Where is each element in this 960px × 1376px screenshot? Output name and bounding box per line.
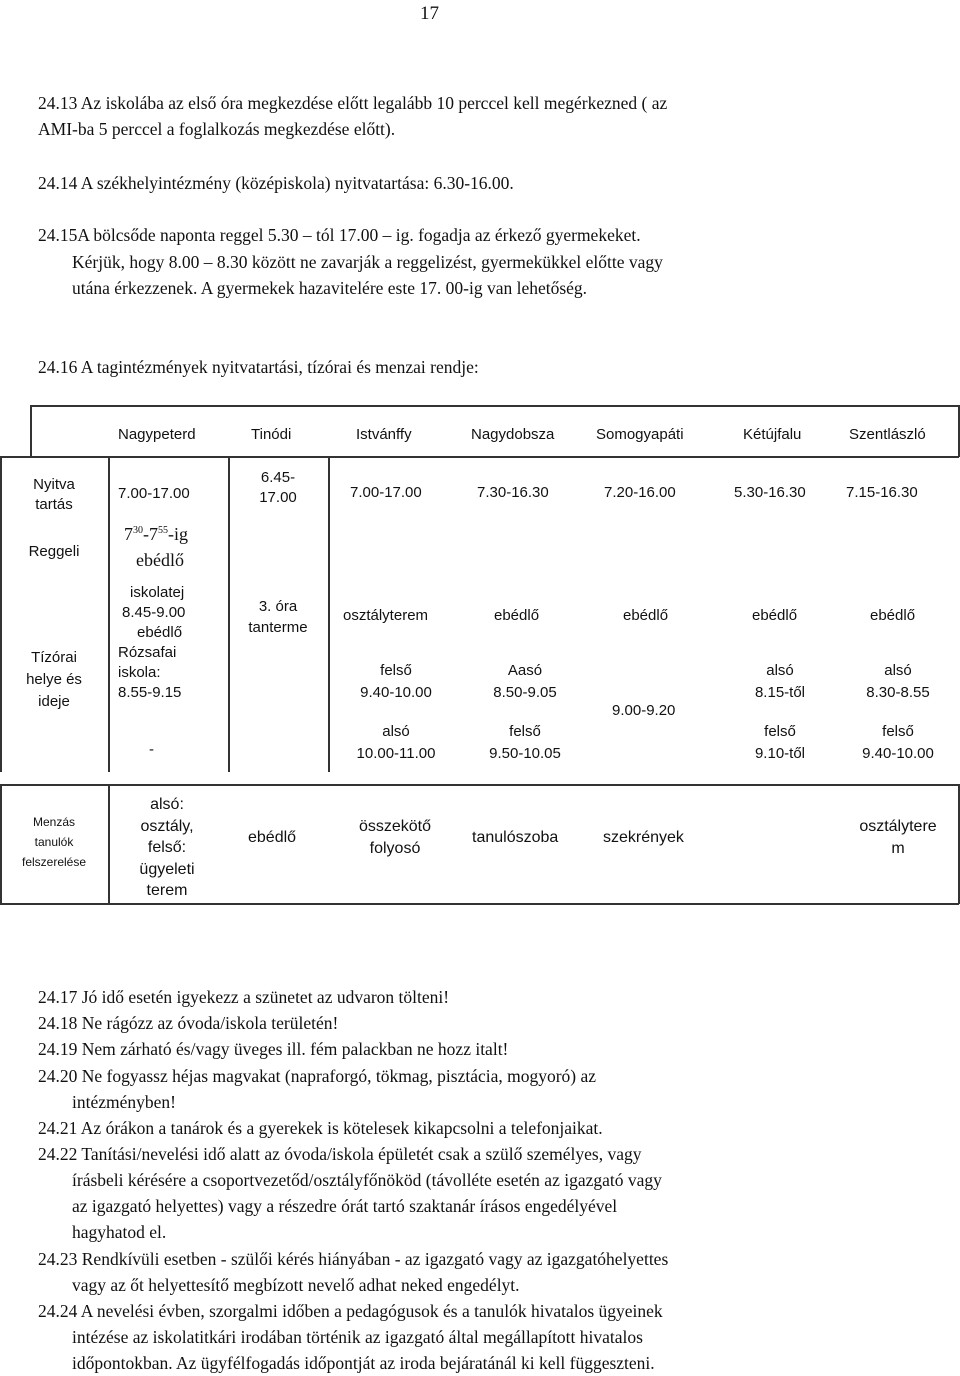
header-nagypeterd: Nagypeterd: [118, 426, 196, 443]
rule-24-21: 24.21 Az órákon a tanárok és a gyerekek is kötelesek kikapcsolni a telefonjaikat.: [38, 1118, 603, 1138]
tizorai-sz-a1: alsó: [884, 662, 912, 679]
rule-24-20-line2: intézményben!: [72, 1092, 176, 1112]
tizorai-np-5: iskola:: [118, 664, 161, 681]
reggeli-time-min-b: 55: [158, 525, 168, 536]
tizorai-szentlaszlo-b: [843, 721, 953, 765]
row-label-nyitva-2: tartás: [35, 496, 73, 513]
rule-24-24-line3: időpontokban. Az ügyfélfogadás időpontját az iroda bejáratánál ki kell függeszteni.: [72, 1353, 655, 1373]
tizorai-istvanffy-a: [340, 660, 452, 704]
tizorai-ke-b2: 9.10-től: [754, 745, 806, 762]
tizorai-ist-b2: 10.00-11.00: [356, 745, 436, 762]
rule-24-15-line2: Kérjük, hogy 8.00 – 8.30 között ne zavarják a reggelizést, gyermekükkel előtte vagy: [72, 252, 663, 272]
header-nagydobsza: Nagydobsza: [471, 426, 555, 443]
row-label-tizorai: [2, 647, 106, 713]
tizorai-ist-a2: 9.40-10.00: [360, 684, 432, 701]
header-istvanffy: Istvánffy: [356, 426, 412, 443]
tizorai-szentlaszlo-a: [843, 660, 953, 704]
rule-24-15-line3: utána érkezzenek. A gyermekek hazavitelére este 17. 00-ig van lehetőség.: [72, 278, 588, 298]
nyitva-nagydobsza: 7.30-16.30: [477, 484, 549, 501]
menzas-nagydobsza: tanulószoba: [472, 829, 559, 846]
tizorai-ke-a2: 8.15-től: [754, 684, 806, 701]
row-label-tizorai-2: helye és: [26, 671, 82, 688]
rule-24-13-line1: 24.13 Az iskolába az első óra megkezdése előtt legalább 10 perccel kell megérkezned ( az: [38, 93, 668, 113]
tizorai-ist-b1: alsó: [382, 723, 410, 740]
row-label-nyitva: [2, 475, 106, 515]
nyitva-tinodi-2: 17.00: [259, 489, 297, 506]
tizorai-tin-1: 3. óra: [258, 598, 298, 615]
tizorai-ist-a1: felső: [380, 662, 412, 679]
rule-24-20-line1: 24.20 Ne fogyassz héjas magvakat (napraforgó, tökmag, pisztácia, mogyoró) az: [38, 1066, 597, 1086]
rule-24-22-line3: az igazgató helyettes) vagy a részedre órát tartó szaktanár írásos engedélyével: [72, 1196, 618, 1216]
menzas-tinodi: ebédlő: [248, 829, 297, 846]
tizorai-nd-a1: Aasó: [507, 662, 543, 679]
rule-24-22-line4: hagyhatod el.: [72, 1222, 167, 1242]
tizorai-tinodi: [230, 596, 326, 638]
reggeli-time-suffix: -ig: [168, 524, 188, 544]
rule-24-16-heading: 24.16 A tagintézmények nyitvatartási, tízórai és menzai rendje:: [38, 357, 479, 377]
nyitva-tinodi-1: 6.45-: [260, 469, 296, 486]
row-label-tizorai-3: ideje: [38, 693, 70, 710]
menzas-sz-2: m: [891, 840, 905, 857]
menzas-somogyapati: szekrények: [603, 829, 684, 846]
tizorai-ketujfalu-a: [725, 660, 835, 704]
tizorai-nagydobsza-a: [470, 660, 580, 704]
tizorai-nagypeterd: [118, 583, 185, 703]
tizorai-istvanffy-b: [340, 721, 452, 765]
rule-24-15-line1: 24.15A bölcsőde naponta reggel 5.30 – tól 17.00 – ig. fogadja az érkező gyermekeket.: [38, 225, 641, 245]
nyitva-tinodi: [230, 468, 326, 508]
nyitva-istvanffy: 7.00-17.00: [350, 484, 422, 501]
tizorai-somogyapati-time: 9.00-9.20: [612, 702, 676, 719]
nyitva-szentlaszlo: 7.15-16.30: [846, 484, 918, 501]
reggeli-nagypeterd-time: [124, 524, 188, 545]
row-label-tizorai-1: Tízórai: [31, 649, 77, 666]
rule-24-17: 24.17 Jó idő esetén igyekezz a szünetet az udvaron tölteni!: [38, 987, 450, 1007]
tizorai-istvanffy-place: osztályterem: [343, 607, 429, 624]
tizorai-szentlaszlo-place: ebédlő: [870, 607, 916, 624]
rule-24-23-line1: 24.23 Rendkívüli esetben - szülői kérés hiányában - az igazgató vagy az igazgatóhelyettes: [38, 1249, 669, 1269]
tizorai-nagydobsza-b: [470, 721, 580, 765]
tizorai-nd-a2: 8.50-9.05: [493, 684, 557, 701]
menzas-szentlaszlo: [843, 816, 953, 860]
row-label-menzas-1: Menzás: [32, 815, 76, 829]
menzas-np-5: terem: [146, 882, 188, 899]
tizorai-tin-2: tanterme: [248, 619, 308, 636]
menzas-ist-2: folyosó: [369, 840, 421, 857]
menzas-sz-1: osztálytere: [859, 818, 937, 835]
header-tinodi: Tinódi: [251, 426, 292, 443]
tizorai-ke-a1: alsó: [766, 662, 794, 679]
tizorai-np-6: 8.55-9.15: [118, 684, 182, 701]
tizorai-np-4: Rózsafai: [118, 644, 177, 661]
tizorai-np-dash: -: [149, 741, 154, 758]
header-somogyapati: Somogyapáti: [596, 426, 684, 443]
row-label-menzas-2: tanulók: [34, 835, 74, 849]
nyitva-nagypeterd: 7.00-17.00: [118, 485, 190, 502]
tizorai-sz-b2: 9.40-10.00: [862, 745, 934, 762]
rule-24-19: 24.19 Nem zárható és/vagy üveges ill. fém palackban ne hozz italt!: [38, 1039, 509, 1059]
header-szentlaszlo: Szentlászló: [849, 426, 926, 443]
menzas-np-3: felső:: [147, 839, 187, 856]
reggeli-time-min-a: 30: [133, 525, 143, 536]
tizorai-np-2: 8.45-9.00: [122, 604, 186, 621]
reggeli-time-hour-a: 7: [124, 524, 133, 544]
rule-24-18: 24.18 Ne rágózz az óvoda/iskola területén!: [38, 1013, 339, 1033]
tizorai-sz-a2: 8.30-8.55: [866, 684, 930, 701]
row-label-menzas: [2, 812, 106, 872]
header-ketujfalu: Kétújfalu: [743, 426, 802, 443]
row-label-nyitva-1: Nyitva: [33, 476, 75, 493]
menzas-istvanffy: [340, 816, 450, 860]
rule-24-22-line1: 24.22 Tanítási/nevelési idő alatt az óvoda/iskola épületét csak a szülő személyes, vagy: [38, 1144, 642, 1164]
reggeli-nagypeterd-place: ebédlő: [136, 550, 184, 570]
tizorai-ke-b1: felső: [764, 723, 796, 740]
tizorai-np-3: ebédlő: [137, 624, 183, 641]
rule-24-23-line2: vagy az őt helyettesítő megbízott nevelő adhat neked engedélyt.: [72, 1275, 520, 1295]
tizorai-nd-b1: felső: [509, 723, 541, 740]
row-label-menzas-3: felszerelése: [21, 855, 87, 869]
tizorai-somogyapati-place: ebédlő: [623, 607, 669, 624]
tizorai-np-1: iskolatej: [130, 584, 185, 601]
nyitva-ketujfalu: 5.30-16.30: [734, 484, 806, 501]
tizorai-ketujfalu-place: ebédlő: [752, 607, 798, 624]
rule-24-22-line2: írásbeli kérésére a csoportvezetőd/osztályfőnököd (távolléte esetén az igazgató vagy: [72, 1170, 662, 1190]
rule-24-14: 24.14 A székhelyintézmény (középiskola) nyitvatartása: 6.30-16.00.: [38, 173, 514, 193]
menzas-np-2: osztály,: [140, 817, 194, 835]
tizorai-nagydobsza-place: ebédlő: [494, 607, 540, 624]
rule-24-13-line2: AMI-ba 5 perccel a foglalkozás megkezdése előtt).: [38, 119, 396, 139]
tizorai-ketujfalu-b: [725, 721, 835, 765]
tizorai-sz-b1: felső: [882, 723, 914, 740]
menzas-np-4: ügyeleti: [139, 860, 195, 878]
rule-24-24-line1: 24.24 A nevelési évben, szorgalmi időben a pedagógusok és a tanulók hivatalos ügyeinek: [38, 1301, 663, 1321]
menzas-ist-1: összekötő: [358, 818, 432, 835]
reggeli-time-hour-b: -7: [143, 524, 158, 544]
row-label-reggeli: Reggeli: [28, 543, 80, 560]
nyitva-somogyapati: 7.20-16.00: [604, 484, 676, 501]
page-number: 17: [420, 3, 439, 24]
menzas-nagypeterd: [112, 794, 222, 902]
rule-24-24-line2: intézése az iskolatitkári irodában történik az igazgató által megállapított hivatalos: [72, 1327, 643, 1347]
tizorai-nd-b2: 9.50-10.05: [489, 745, 561, 762]
menzas-np-1: alsó:: [150, 796, 184, 813]
